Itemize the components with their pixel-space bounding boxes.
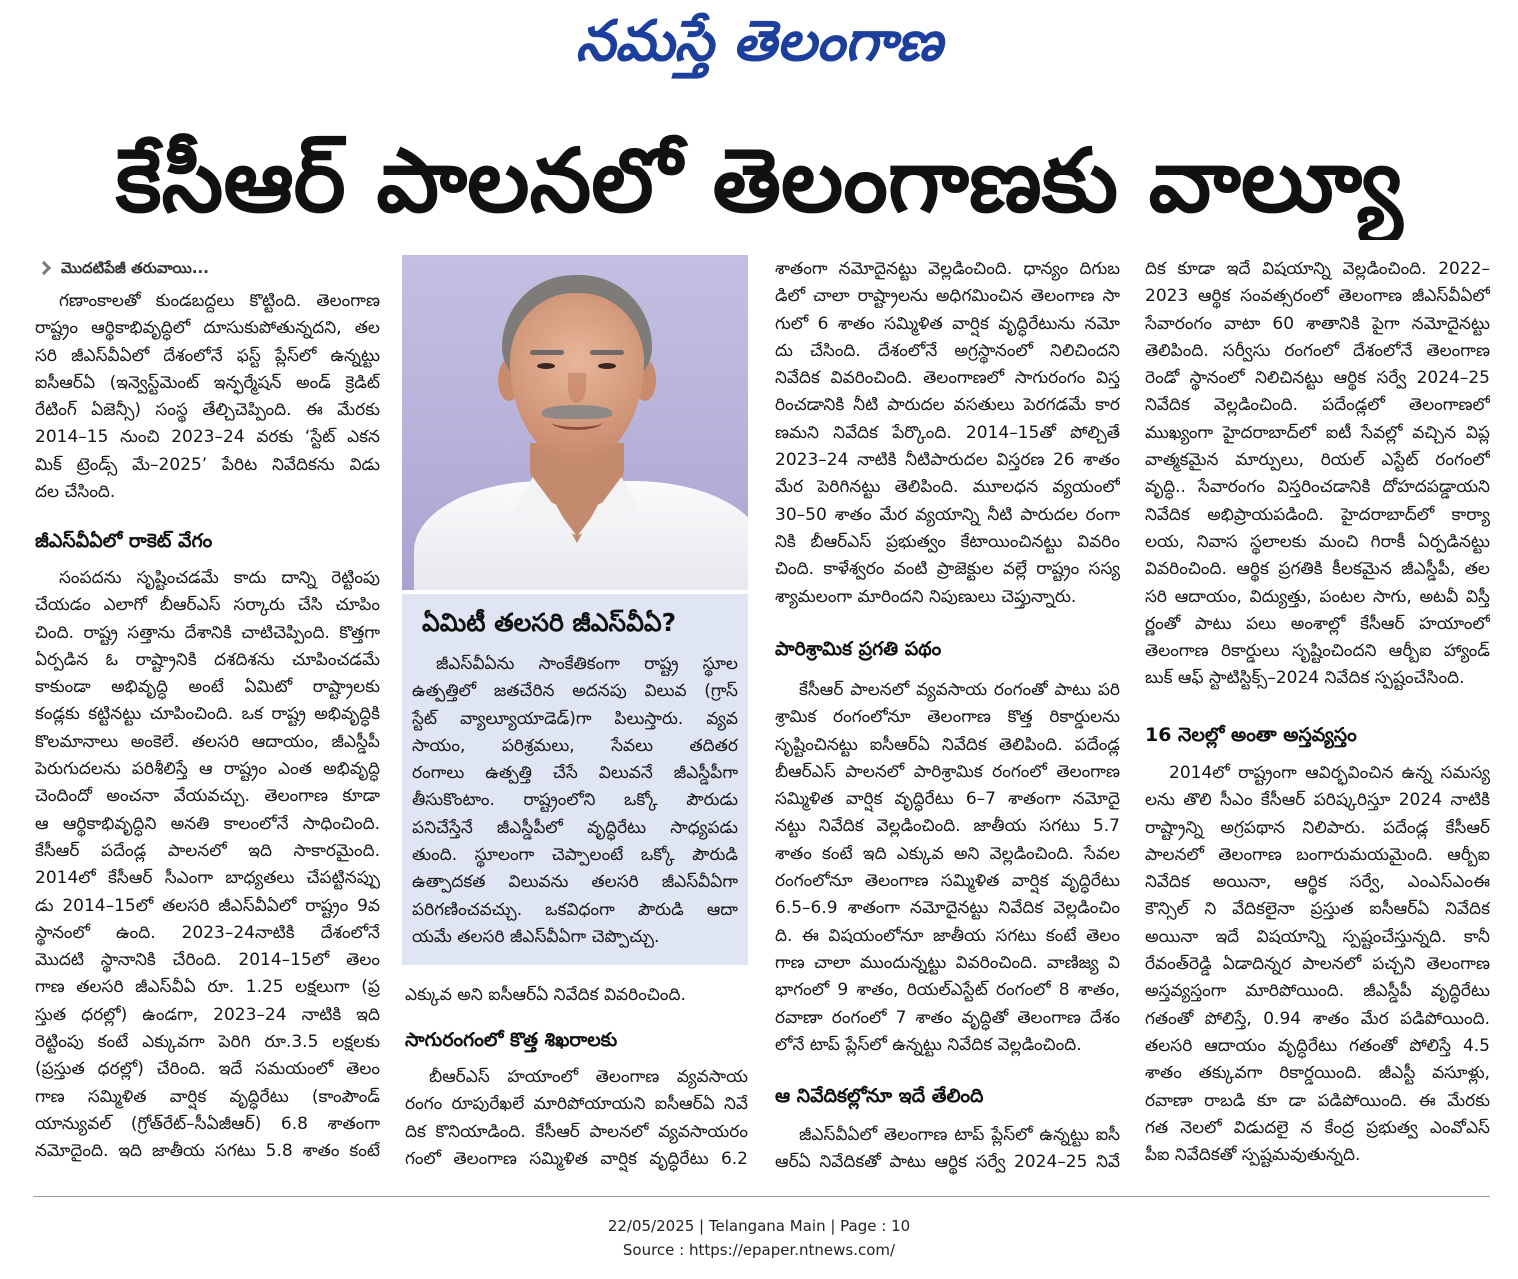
text-line: కౌన్సిల్ ని వేదికలైనా ప్రస్తుత ఐసీఆర్ఏ నివేదిక: [1145, 899, 1490, 920]
text-line: డు 2014–15లో తలసరి జీఎస్‌వీఏలో రాష్ట్రం 9వ: [35, 895, 380, 916]
text-line: చేయడం ఎలాగో బీఆర్‌ఎస్ సర్కారు చేసి చూపిం: [35, 595, 380, 616]
text-line: చింది. కాళేశ్వరం వంటి ప్రాజెక్టుల వల్లే రాష్ట్రం సస్య: [775, 559, 1120, 580]
text-line: రించడానికి నీటి పారుదల వసతులు పెరగడమే కార: [775, 395, 1120, 416]
text-line: నట్టు నివేదిక వెల్లడించింది. జాతీయ సగటు 5.7: [775, 816, 1120, 837]
text-line: ఉత్పాదకత విలువను తలసరి జీఎస్‌వీఏగా: [412, 872, 738, 893]
text-line: కేసీఆర్ పాలనలో వ్యవసాయ రంగంతో పాటు పరి: [799, 680, 1120, 700]
text-line: దిక కూడా ఇదే విషయాన్ని వెల్లడించింది. 2022–: [1145, 259, 1490, 279]
text-line: 30–50 శాతం మేర వ్యయాన్ని నీటి పారుదల రంగా: [775, 504, 1120, 525]
text-line: దిక కొనియాడింది. కేసీఆర్ పాలనలో వ్యవసాయరం: [405, 1121, 748, 1142]
text-line: జీఎస్‌వీఏను సాంకేతికంగా రాష్ట్ర స్థూల: [436, 654, 738, 674]
masthead-logo: నమస్తే తెలంగాణ: [575, 9, 943, 74]
text-line: బుక్ ఆఫ్ స్టాటిస్టిక్స్–2024 నివేదిక స్పష్టంచేసింది.: [1145, 668, 1465, 689]
text-line: ఏర్పడిన ఓ రాష్ట్రానికి దశదిశను చూపించడమే: [35, 649, 380, 670]
text-line: రంగం రూపురేఖలే మారిపోయాయని ఐసీఆర్ఏ నివే: [405, 1094, 748, 1115]
subheading: పారిశ్రామిక ప్రగతి పథం: [775, 638, 942, 660]
text-line: తలసరి ఆదాయం వృద్ధిరేటు గతంతో పోలిస్తే 4.5: [1145, 1035, 1490, 1056]
text-line: (ప్రస్తుత ధరల్లో) చేరింది. ఇదే సమయంలో తెలం: [35, 1059, 380, 1080]
text-line: సమ్మిళిత వార్షిక వృద్ధిరేటు 6–7 శాతంగా నమోదై: [775, 789, 1120, 810]
subheading: జీఎస్‌వీఏలో రాకెట్ వేగం: [35, 530, 213, 552]
text-line: తుంది. స్థూలంగా చెప్పాలంటే ఒక్కో పౌరుడి: [412, 845, 738, 866]
subheading: సాగురంగంలో కొత్త శిఖరాలకు: [405, 1029, 618, 1051]
paragraph: [35, 565, 380, 1166]
text-line: ఆర్ఏ నివేదికతో పాటు ఆర్థిక సర్వే 2024–25 నివే: [775, 1152, 1120, 1173]
text-line: కొలమానాలు అంకెలే. తలసరి ఆదాయం, జీఎస్డీపీ: [35, 731, 380, 752]
text-line: గాణ చాలా ముందున్నట్టు వివరించింది. వాణిజ్య వి: [775, 952, 1120, 973]
text-line: ఆ ఆర్థికాభివృద్ధిని అనతి కాలంలోనే సాధించింది.: [35, 813, 380, 834]
text-line: 2023 ఆర్థిక సంవత్సరంలో తెలంగాణ జీఎస్‌వీఏలో: [1145, 286, 1490, 307]
text-line: లోనే టాప్ ప్లేస్‌లో ఉన్నట్టు నివేదిక వెల్లడించింది.: [775, 1034, 1082, 1055]
text-line: సంపదను సృష్టించడమే కాదు దాన్ని రెట్టింపు: [59, 568, 380, 588]
text-line: ఎక్కువ అని ఐసీఆర్ఏ నివేదిక వివరించింది.: [405, 985, 686, 1005]
text-line: 2014–15 నుంచి 2023–24 వరకు ‘స్టేట్ ఎకన: [35, 427, 380, 448]
text-line: స్థానంలో ఉంది. 2023–24నాటికి దేశంలోనే: [35, 922, 380, 943]
text-line: తెలంగాణ రికార్డులు సృష్టించిందని ఆర్బీఐ హ్యాండ్: [1145, 641, 1490, 662]
text-line: రాష్ట్రం ఆర్థికాభివృద్ధిలో దూసుకుపోతున్నదని, తల: [35, 318, 380, 339]
paragraph: [405, 1064, 748, 1173]
text-line: గంలో తెలంగాణ సమ్మిళిత వార్షిక వృద్ధిరేటు 6.2: [405, 1148, 748, 1169]
paragraph: [775, 256, 1120, 611]
paragraph: [775, 1122, 1120, 1177]
text-line: రవాణా రంగంలో 7 శాతం వృద్ధితో తెలంగాణ దేశం: [775, 1007, 1120, 1028]
text-line: రేటింగ్ ఏజెన్సీ) సంస్థ తేల్చిచెప్పింది. ఈ మేరకు: [35, 400, 380, 421]
text-line: అస్తవ్యస్తంగా మారిపోయింది. జీఎస్డీపీ వృద్ధిరేటు: [1145, 981, 1490, 1002]
text-line: తీసుకొంటాం. రాష్ట్రంలోని ఒక్కో పౌరుడు: [412, 790, 738, 811]
text-line: పెరుగుదలను పరిశీలిస్తే ఆ రాష్ట్రం ఎంత అభివృద్ధి: [35, 759, 380, 780]
text-line: శ్యామలంగా మారిందని నిపుణులు చెప్తున్నారు.: [775, 586, 1077, 607]
text-line: ణమని నివేదిక పేర్కొంది. 2014–15తో పోల్చితే: [775, 422, 1120, 443]
text-line: డిలో చాలా రాష్ట్రాలను అధిగమించిన తెలంగాణ సా: [775, 286, 1120, 307]
text-line: రంగంలోనూ తెలంగాణ సమ్మిళిత వార్షిక వృద్ధిరేటు: [775, 871, 1120, 892]
text-line: సరి జీఎస్‌వీఏలో దేశంలోనే ఫస్ట్ ప్లేస్‌లో ఉన్నట్టు: [35, 345, 380, 366]
text-line: శాతం తక్కువగా రికార్డయింది. జీఎస్టీ వసూళ్లు,: [1145, 1063, 1490, 1084]
text-line: 6.5–6.9 శాతంగా నమోదైనట్టు నివేదిక వెల్లడించిం: [775, 898, 1120, 919]
info-box-title: ఏమిటీ తలసరి జీఎస్‌వీఏ?: [422, 608, 677, 637]
column-2: [405, 0, 748, 1190]
paragraph: [35, 288, 380, 506]
text-line: వివరించింది. ఆర్థిక ప్రగతికి కీలకమైన జీఎస్డీపీ, తల: [1145, 559, 1490, 580]
text-line: స్టేట్ వ్యాల్యూయాడెడ్)గా పిలుస్తారు. వ్యవ: [412, 708, 738, 729]
text-line: బీఆర్‌ఎస్ పాలనలో పారిశ్రామిక రంగంలో తెలంగాణ: [775, 761, 1120, 782]
text-line: దు చేసింది. దేశంలోనే అగ్రస్థానంలో నిలిచిందని: [775, 340, 1120, 361]
text-line: రవాణా రాబడి కూ డా పడిపోయింది. ఈ మేరకు: [1145, 1090, 1490, 1111]
column-1: [35, 0, 380, 1190]
footer-source: Source : https://epaper.ntnews.com/: [622, 1241, 896, 1259]
text-line: గాణ తలసరి జీఎస్‌వీఏ రూ. 1.25 లక్షలుగా (ప్ర: [35, 977, 380, 998]
text-line: ఉత్పత్తిలో జతచేరిన అదనపు విలువ (గ్రాస్: [412, 681, 738, 702]
text-line: వృద్ధి.. సేవారంగం విస్తరించడానికి దోహదపడ్డాయని: [1145, 477, 1490, 498]
text-line: నివేదిక అయినా, ఆర్థిక సర్వే, ఎంఎస్‌ఎంఈ: [1145, 872, 1490, 893]
text-line: రంగాలు ఉత్పత్తి చేసే విలువనే జీఎస్డీపీగా: [412, 763, 738, 784]
text-line: పరిగణించవచ్చు. ఒకవిధంగా పౌరుడి ఆదా: [412, 899, 738, 920]
text-line: నివేదిక అభిప్రాయపడింది. హైదరాబాద్‌లో కార్యా: [1145, 504, 1490, 525]
paragraph: [1145, 760, 1490, 1169]
text-line: పనిచేస్తేనే జీఎస్డీపీలో వృద్ధిరేటు సాధ్యపడు: [412, 817, 738, 838]
subheading: ఆ నివేదికల్లోనూ ఇదే తేలింది: [775, 1085, 984, 1107]
text-line: 2014లో రాష్ట్రంగా ఆవిర్భవించిన ఉన్న సమస్య: [1169, 763, 1490, 783]
text-line: రెట్టింపు కంటే ఎక్కువగా పెరిగి రూ.3.5 లక్షలకు: [35, 1032, 380, 1053]
text-line: గత నెలలో విడుదలై న కేంద్ర ప్రభుత్వ ఎంవోఎస్: [1145, 1117, 1490, 1138]
text-line: అయినా ఇదే విషయాన్ని స్పష్టంచేస్తున్నది. కానీ: [1145, 926, 1490, 947]
text-line: గులో 6 శాతం సమ్మిళిత వార్షిక వృద్ధిరేటును నమో: [775, 313, 1120, 334]
text-line: పాలనలో తెలంగాణ బంగారుమయమైంది. ఆర్బీఐ: [1145, 844, 1490, 865]
text-line: కండ్లకు కట్టినట్టు చూపించింది. ఒక రాష్ట్ర అభివృద్ధికి: [35, 704, 380, 725]
paragraph: [775, 677, 1120, 1059]
text-line: చెందిందో అంచనా వేయవచ్చు. తెలంగాణ కూడా: [35, 786, 380, 807]
text-line: దల చేసింది.: [35, 482, 116, 503]
text-line: సృష్టించినట్టు ఐసీఆర్ఏ నివేదిక తెలిపింది. పదేండ్ల: [775, 734, 1120, 755]
paragraph: [1145, 256, 1490, 693]
text-line: నికి బీఆర్‌ఎస్ ప్రభుత్వం కేటాయించినట్టు వివరిం: [775, 531, 1120, 552]
text-line: నివేదిక వెల్లడించింది. పదేండ్లలో తెలంగాణలో: [1145, 395, 1490, 416]
continued-text: మొదటిపేజీ తరువాయి...: [61, 259, 209, 277]
text-line: శాతంగా నమోదైనట్టు వెల్లడించింది. ధాన్యం దిగుబ: [775, 259, 1120, 279]
text-line: ర్ణంతో పాటు పలు అంశాల్లో కేసీఆర్ హయాంలో: [1145, 613, 1490, 634]
text-line: శ్రామిక రంగంలోనూ తెలంగాణ కొత్త రికార్డులను: [775, 707, 1120, 728]
text-line: లను తొలి సీఎం కేసీఆర్ పరిష్కరిస్తూ 2024 నాటికి: [1145, 790, 1490, 811]
text-line: మిక్ ట్రెండ్స్ మే–2025’ పేరిట నివేదికను విడు: [35, 454, 380, 475]
text-line: ఐసీఆర్ఏ (ఇన్వెస్ట్‌మెంట్ ఇన్ఫర్మేషన్ అండ్ క్రెడిట్: [35, 372, 380, 393]
text-line: వాత్మకమైన మార్పులు, రియల్ ఎస్టేట్ రంగంలో: [1145, 450, 1490, 471]
column-3: [775, 0, 1120, 1190]
text-line: పీఐ నివేదికతో స్పష్టమవుతున్నది.: [1145, 1145, 1361, 1166]
text-line: భాగంలో 9 శాతం, రియల్‌ఎస్టేట్ రంగంలో 8 శాతం,: [775, 980, 1120, 1001]
text-line: కేసీఆర్ పదేండ్ల పాలనలో ఇది సాకారమైంది.: [35, 840, 380, 861]
text-line: కాకుండా అభివృద్ధి అంటే ఏమిటో రాష్ట్రాలకు: [35, 677, 380, 698]
text-line: ముఖ్యంగా హైదరాబాద్‌లో ఐటీ సేవల్లో వచ్చిన విప్ల: [1145, 422, 1490, 443]
text-line: మేర పెరిగినట్టు తెలిపింది. మూలధన వ్యయంలో: [775, 477, 1120, 498]
text-line: నివేదిక వివరించింది. తెలంగాణలో సాగురంగం విస్త: [775, 368, 1120, 389]
text-line: యాన్యువల్ (గ్రోత్‌రేట్–సీఏజీఆర్) 6.8 శాతంగా: [35, 1113, 380, 1134]
text-line: సరి ఆదాయం, విద్యుత్తు, పంటల సాగు, అటవీ విస్తీ: [1145, 586, 1490, 607]
text-line: గతంతో పోలిస్తే, 0.94 శాతం మేర పడిపోయింది.: [1145, 1008, 1490, 1029]
text-line: తెలిపింది. సర్వీసు రంగంలో దేశంలోనే తెలంగాణ: [1145, 340, 1490, 361]
text-line: రేవంత్‌రెడ్డి ఏడాదిన్నర పాలనలో పచ్చని తెలంగాణ: [1145, 954, 1490, 975]
paragraph: [405, 982, 748, 1009]
text-line: ది. ఈ విషయంలోనూ జాతీయ సగటు కంటే తెలం: [775, 925, 1120, 946]
text-line: సాయం, పరిశ్రమలు, సేవలు తదితర: [412, 735, 738, 756]
column-4: [1145, 0, 1490, 1190]
text-line: రాష్ట్రాన్ని అగ్రపథాన నిలిపారు. పదేండ్ల కేసీఆర్: [1145, 817, 1490, 838]
text-line: గాణ సమ్మిళిత వార్షిక వృద్ధిరేటు (కాంపౌండ్: [35, 1086, 380, 1107]
headline: కేసీఆర్ పాలనలో తెలంగాణకు వాల్యూ: [115, 129, 1403, 232]
text-line: జీఎస్‌వీఏలో తెలంగాణ టాప్ ప్లేస్‌లో ఉన్నట్టు ఐసీ: [799, 1125, 1120, 1145]
text-line: యమే తలసరి జీఎస్‌వీఏగా చెప్పొచ్చు.: [412, 926, 660, 947]
text-line: నమోదైంది. ఇది జాతీయ సగటు 5.8 శాతం కంటే: [35, 1141, 380, 1162]
text-line: బీఆర్‌ఎస్ హయాంలో తెలంగాణ వ్యవసాయ: [429, 1067, 748, 1087]
footer-divider: [33, 1196, 1490, 1197]
text-line: సేవారంగం వాటా 60 శాతానికి పైగా నమోదైనట్టు: [1145, 313, 1490, 334]
text-line: స్తుత ధరల్లో) ఉండగా, 2023–24 నాటికి ఇది: [35, 1004, 380, 1025]
text-line: శాతం కంటే ఇది ఎక్కువ అని వెల్లడించింది. సేవల: [775, 843, 1120, 864]
text-line: గణాంకాలతో కుండబద్దలు కొట్టింది. తెలంగాణ: [59, 291, 380, 311]
subheading: 16 నెలల్లో అంతా అస్తవ్యస్తం: [1145, 724, 1357, 746]
text-line: చింది. రాష్ట్ర సత్తాను దేశానికి చాటిచెప్పింది. కొత్తగా: [35, 622, 380, 643]
text-line: 2023–24 నాటికి నీటిపారుదల విస్తరణ 26 శాతం: [775, 450, 1120, 471]
footer-date-page: 22/05/2025 | Telangana Main | Page : 10: [607, 1217, 911, 1235]
text-line: లయ, నివాస స్థలాలకు మంచి గిరాకీ ఏర్పడినట్టు: [1145, 531, 1490, 552]
text-line: మొదటి స్థానానికి చేరింది. 2014–15లో తెలం: [35, 950, 380, 971]
text-line: రెండో స్థానంలో నిలిచినట్టు ఆర్థిక సర్వే 2024–25: [1145, 368, 1490, 389]
text-line: 2014లో కేసీఆర్ సీఎంగా బాధ్యతలు చేపట్టినప్పు: [35, 868, 380, 889]
